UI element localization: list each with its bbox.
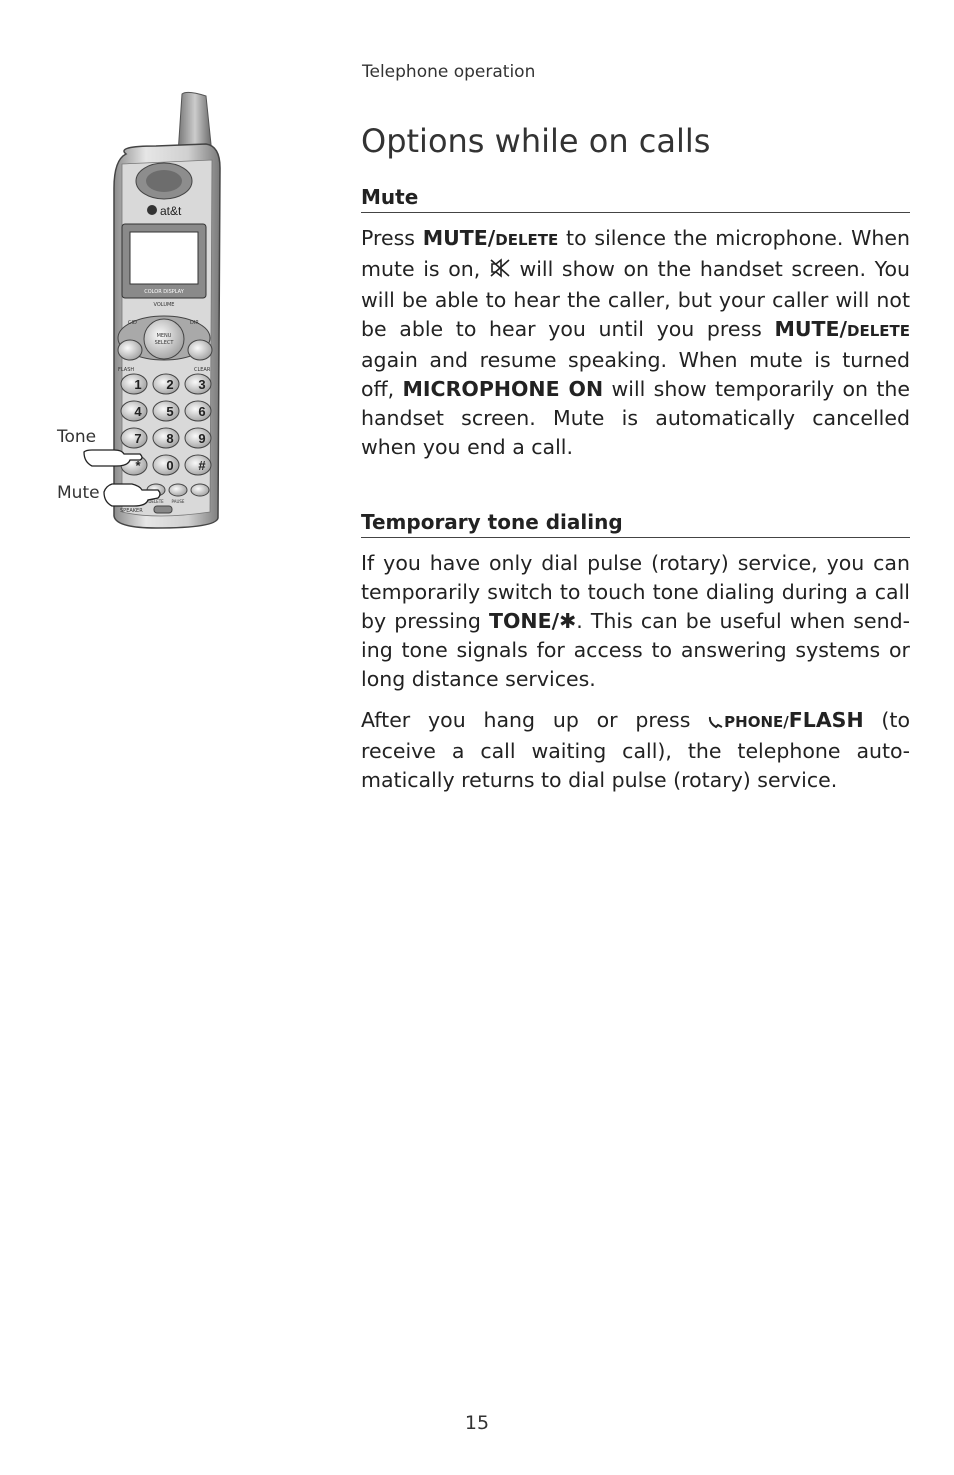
svg-text:MENU: MENU xyxy=(156,333,172,339)
keypad-key-label: 0 xyxy=(166,458,174,473)
svg-text:SPEAKER: SPEAKER xyxy=(120,508,143,514)
callout-tone-label: Tone xyxy=(57,427,97,447)
mute-heading: Mute xyxy=(361,184,910,213)
tone-paragraph-2: After you hang up or press PHONE/FLASH (to receive a call waiting call), the telephone automatically returns to dial pulse (rotary) service. xyxy=(361,708,910,792)
star-key-icon: ✱ xyxy=(559,609,577,633)
svg-text:COLOR DISPLAY: COLOR DISPLAY xyxy=(144,289,184,295)
int-key xyxy=(191,484,209,496)
svg-text:CLEAR: CLEAR xyxy=(194,367,211,373)
off-key xyxy=(188,340,212,360)
svg-text:SELECT: SELECT xyxy=(154,340,174,346)
phone-flash-key xyxy=(118,340,142,360)
phone-icon xyxy=(708,708,724,737)
page-title: Options while on calls xyxy=(361,122,711,160)
keypad-key-label: 4 xyxy=(134,404,142,419)
tone-heading: Temporary tone dialing xyxy=(361,509,910,538)
svg-text:DELETE: DELETE xyxy=(148,499,164,504)
keypad-key-label: 2 xyxy=(166,377,174,392)
keypad-key-label: 3 xyxy=(198,377,206,392)
callout-mute-label: Mute xyxy=(57,483,100,503)
mute-icon xyxy=(489,257,511,286)
svg-text:PAUSE: PAUSE xyxy=(171,499,185,504)
handset-screen xyxy=(130,232,198,284)
keypad-key-label: 7 xyxy=(134,431,142,446)
svg-text:CID: CID xyxy=(128,320,137,326)
tone-paragraph-1: If you have only dial pulse (rotary) service, you can temporarily switch to touch tone dialing during a call by pressing TONE/✱. This can be useful when sending tone signals for access to answering systems or long distance services. xyxy=(361,551,910,691)
keypad-key-label: 8 xyxy=(166,431,174,446)
svg-text:DIR: DIR xyxy=(190,320,199,326)
keypad-key-label: 5 xyxy=(166,404,174,419)
brand-logo: at&t xyxy=(160,204,182,218)
keypad-key-label: * xyxy=(135,458,141,473)
keypad-key-label: 6 xyxy=(198,404,206,419)
speaker-grille xyxy=(154,506,172,513)
mute-paragraph: Press MUTE/DELETE to silence the microphone. When mute is on, will show on the handset screen. You will be able to hear the caller, but your caller will not be able to hear you until you press MUTE/DELETE again and resume speaking. When mute is turned off, MICROPHONE ON will show temporarily on the handset screen. Mute is automatically cancelled when you end a call. xyxy=(361,226,910,459)
keypad-key-label: # xyxy=(198,458,206,473)
handset-illustration xyxy=(56,88,286,538)
keypad-key-label: 9 xyxy=(198,431,206,446)
menu-select-key xyxy=(144,319,184,359)
running-head: Telephone operation xyxy=(362,62,536,82)
handset-figure xyxy=(56,88,286,538)
redial-key xyxy=(169,484,187,496)
svg-text:VOLUME: VOLUME xyxy=(153,302,175,308)
keypad-key-label: 1 xyxy=(134,377,142,392)
page-number: 15 xyxy=(464,1412,490,1434)
svg-text:FLASH: FLASH xyxy=(118,367,135,373)
